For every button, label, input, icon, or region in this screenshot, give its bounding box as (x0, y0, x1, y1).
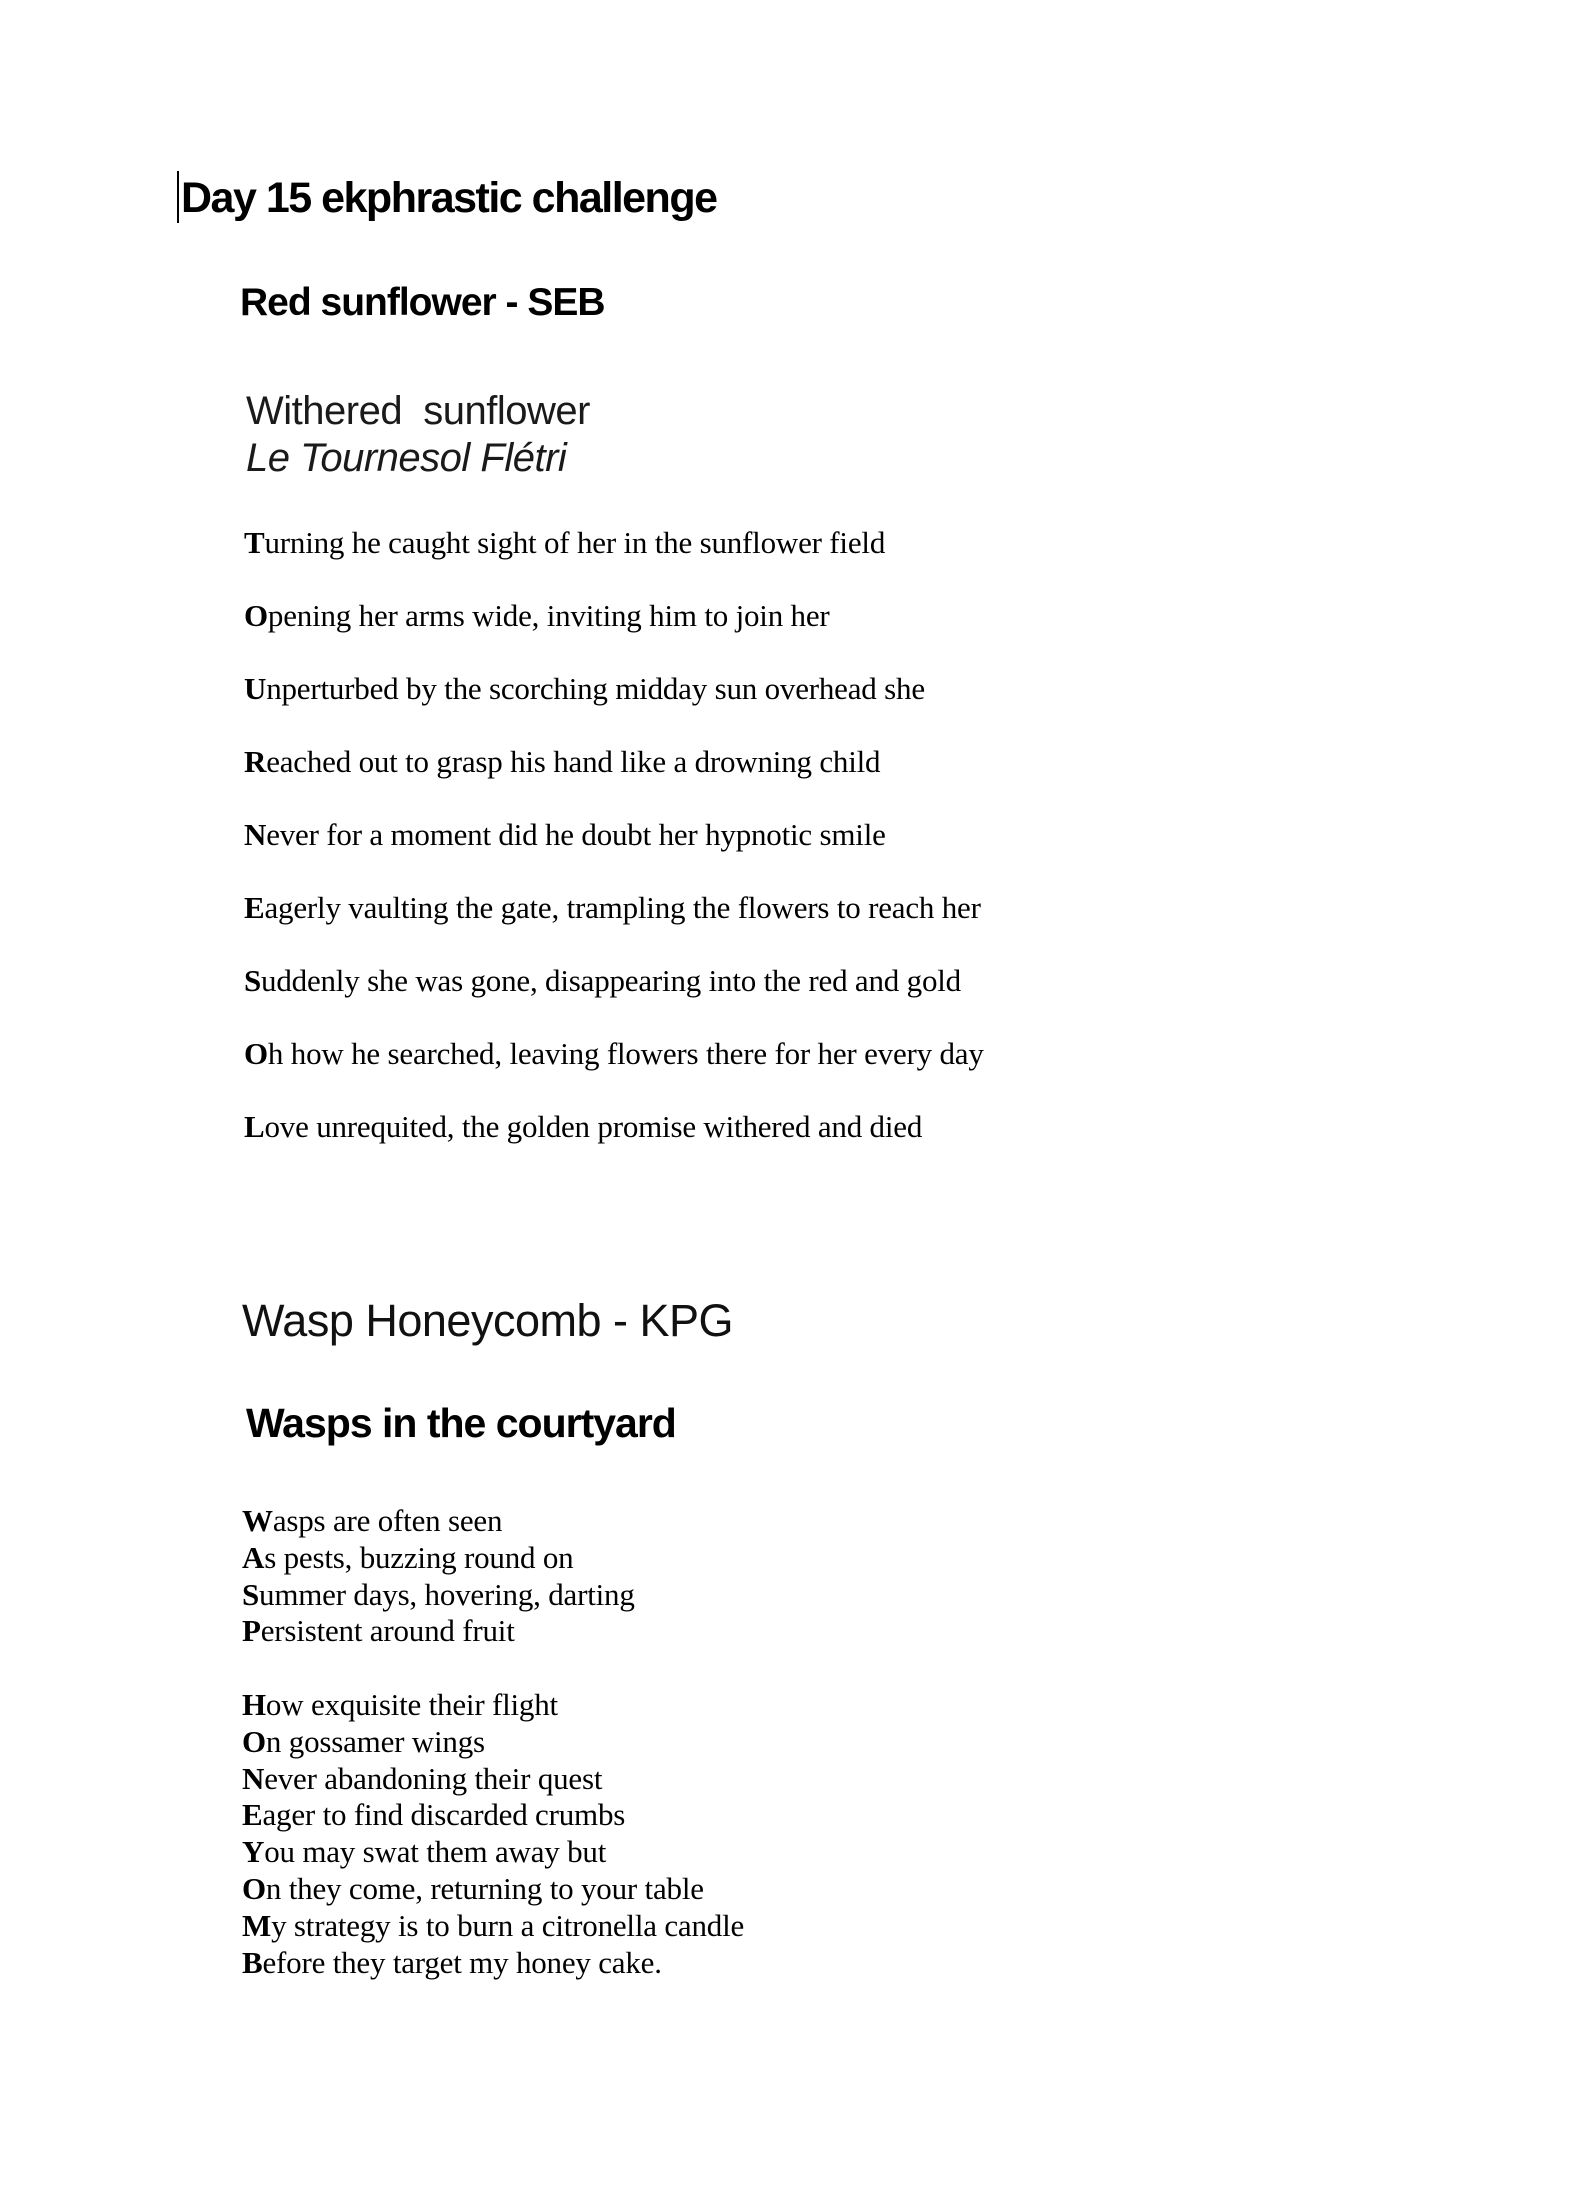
poem1-title: Withered sunflower (246, 389, 590, 433)
text-cursor (177, 171, 179, 223)
poem-line: Persistent around fruit (242, 1613, 515, 1649)
poem-line: Never for a moment did he doubt her hypnotic smile (244, 817, 886, 852)
poem-line: Reached out to grasp his hand like a drowning child (244, 744, 881, 779)
poem-line: Eager to find discarded crumbs (242, 1797, 626, 1833)
poem2-attribution: Wasp Honeycomb - KPG (242, 1295, 733, 1346)
poem1-stanza (244, 506, 984, 1163)
poem-line: As pests, buzzing round on (242, 1539, 574, 1575)
poem-line: Love unrequited, the golden promise withered and died (244, 1109, 923, 1144)
poem-line: On gossamer wings (242, 1723, 485, 1759)
poem-line: Opening her arms wide, inviting him to join her (244, 598, 830, 633)
poem-line: My strategy is to burn a citronella candle (242, 1907, 745, 1943)
poem-line: On they come, returning to your table (242, 1870, 704, 1906)
poem2-body (242, 1503, 744, 1981)
poem-line: You may swat them away but (242, 1834, 607, 1870)
poem-line: Never abandoning their quest (242, 1760, 603, 1796)
poem-line: Before they target my honey cake. (242, 1944, 662, 1980)
poem-line: Unperturbed by the scorching midday sun overhead she (244, 671, 925, 706)
poem1-body (244, 506, 984, 1163)
poem2-title: Wasps in the courtyard (246, 1400, 676, 1446)
poem-line: Wasps are often seen (242, 1503, 503, 1538)
document-title: Day 15 ekphrastic challenge (181, 174, 717, 222)
poem-line: Summer days, hovering, darting (242, 1576, 635, 1612)
poem2-stanza-2 (242, 1687, 744, 1981)
poem-line: How exquisite their flight (242, 1686, 558, 1722)
poem-line: Eagerly vaulting the gate, trampling the flowers to reach her (244, 890, 981, 925)
poem1-attribution: Red sunflower - SEB (240, 281, 605, 324)
poem-line: Turning he caught sight of her in the sunflower field (244, 525, 886, 560)
poem2-stanza-1 (242, 1503, 744, 1650)
poem1-subtitle: Le Tournesol Flétri (246, 436, 567, 480)
poem-line: Oh how he searched, leaving flowers there for her every day (244, 1036, 984, 1071)
poem-line: Suddenly she was gone, disappearing into the red and gold (244, 963, 961, 998)
